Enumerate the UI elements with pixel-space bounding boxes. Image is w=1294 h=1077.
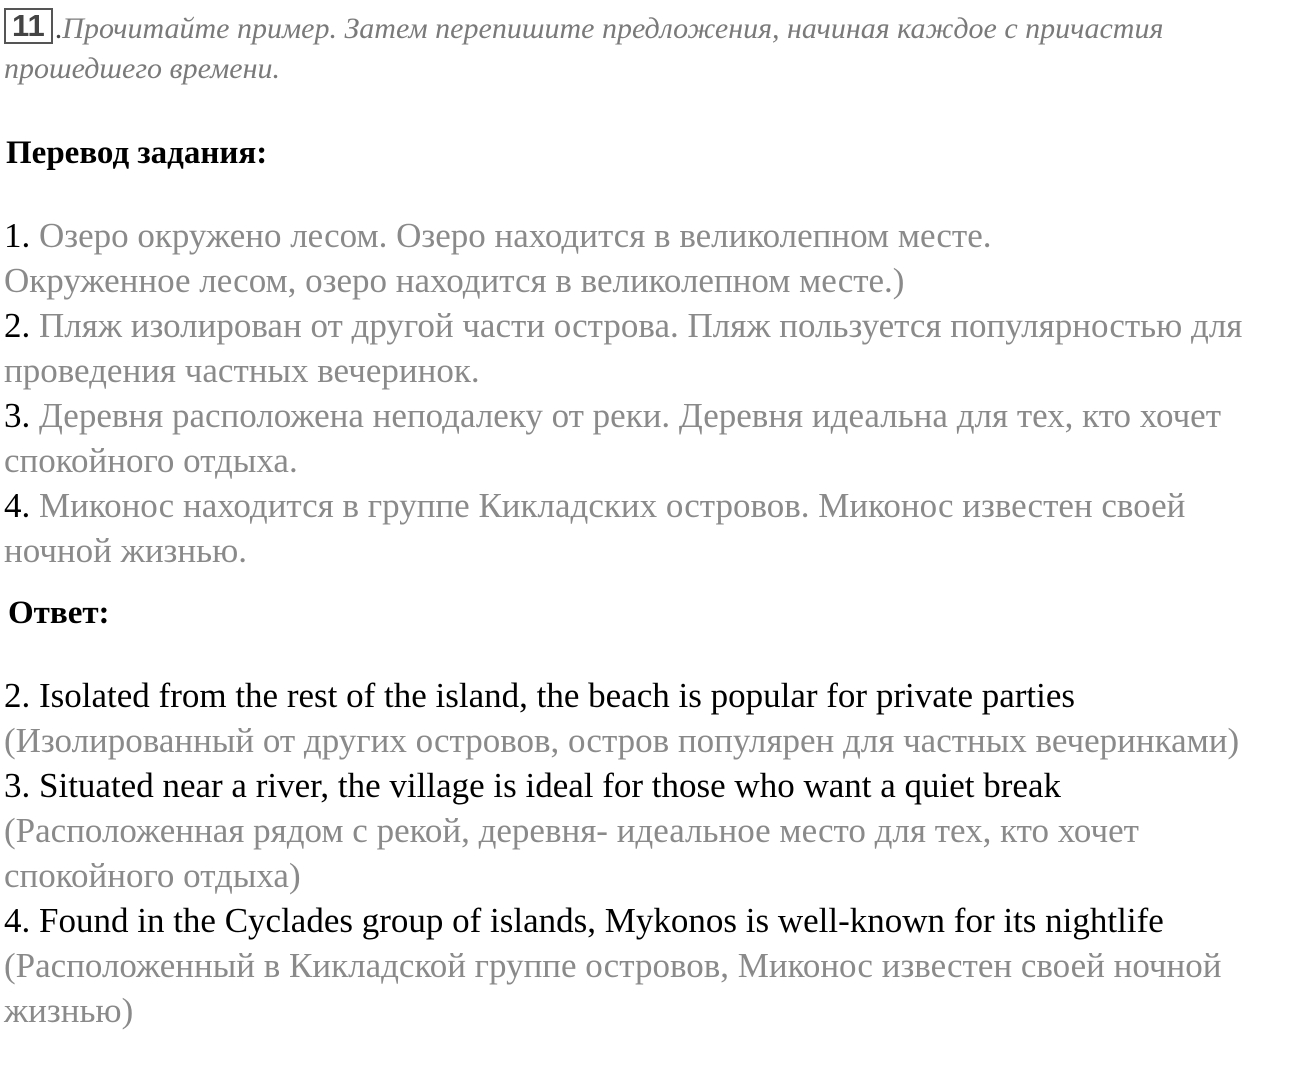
translation-item bbox=[4, 393, 1294, 483]
task-number-dot: . bbox=[54, 12, 63, 45]
answer-russian: (Расположенный в Кикладской группе островов, Миконос известен своей ночной жизнью) bbox=[4, 946, 1222, 1030]
item-number: 3. bbox=[4, 396, 31, 435]
answer-list bbox=[4, 673, 1294, 1033]
item-text: Деревня расположена неподалеку от реки. Деревня идеальна для тех, кто хочет спокойного отдыха. bbox=[4, 396, 1222, 480]
item-text: Пляж изолирован от другой части острова. Пляж пользуется популярностью для проведения частных вечеринок. bbox=[4, 306, 1243, 390]
answer-item bbox=[4, 898, 1294, 1033]
task-instruction: Прочитайте пример. Затем перепишите предложения, начиная каждое с причастия прошедшего времени. bbox=[4, 12, 1164, 85]
item-number: 1. bbox=[4, 216, 31, 255]
item-text: Озеро окружено лесом. Озеро находится в великолепном месте. bbox=[39, 216, 992, 255]
item-text: Миконос находится в группе Кикладских островов. Миконос известен своей ночной жизнью. bbox=[4, 486, 1186, 570]
answer-item bbox=[4, 763, 1294, 898]
translation-item bbox=[4, 483, 1294, 573]
item-number: 4. bbox=[4, 486, 31, 525]
translation-title: Перевод задания: bbox=[6, 135, 268, 171]
answer-title: Ответ: bbox=[8, 595, 110, 631]
task-number-badge: 11 bbox=[4, 8, 53, 44]
answer-english: 2. Isolated from the rest of the island, the beach is popular for private parties bbox=[4, 676, 1076, 715]
translation-item bbox=[4, 303, 1294, 393]
task-header bbox=[4, 8, 1284, 89]
answer-russian: (Изолированный от других островов, остров популярен для частных вечеринками) bbox=[4, 721, 1240, 760]
answer-item bbox=[4, 673, 1294, 763]
answer-english: 3. Situated near a river, the village is ideal for those who want a quiet break bbox=[4, 766, 1061, 805]
item-continuation: Окруженное лесом, озеро находится в великолепном месте.) bbox=[4, 261, 905, 300]
answer-english: 4. Found in the Cyclades group of islands, Mykonos is well-known for its nightlife bbox=[4, 901, 1164, 940]
answer-russian: (Расположенная рядом с рекой, деревня- идеальное место для тех, кто хочет спокойного отдыха) bbox=[4, 811, 1139, 895]
item-number: 2. bbox=[4, 306, 31, 345]
translation-item bbox=[4, 213, 1294, 303]
translation-list bbox=[4, 213, 1294, 573]
